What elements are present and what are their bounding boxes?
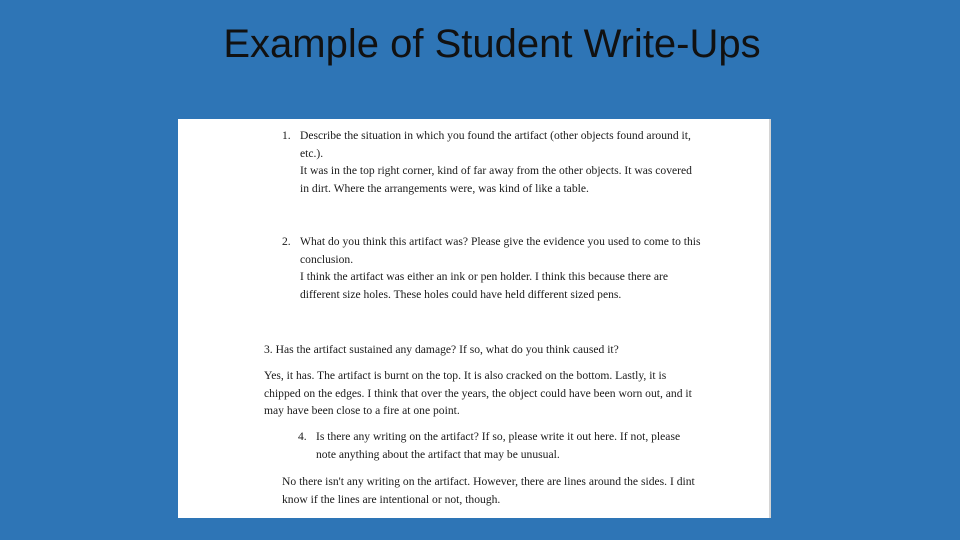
question-2-number: 2. <box>282 235 291 248</box>
answer-4-text: No there isn't any writing on the artifact. However, there are lines around the sides. I dint know if the lines are intentional or not, though. <box>282 475 695 506</box>
question-4-text: Is there any writing on the artifact? If so, please write it out here. If not, please note anything about the artifact that may be unusual. <box>316 430 681 461</box>
question-1-text: Describe the situation in which you found the artifact (other objects found around it, etc.). <box>300 129 691 160</box>
question-2-block <box>282 233 702 303</box>
question-1-number: 1. <box>282 129 291 142</box>
question-1-block <box>282 127 702 197</box>
question-2-text: What do you think this artifact was? Please give the evidence you used to come to this conclusion. <box>300 235 701 266</box>
question-3-text: 3. Has the artifact sustained any damage? If so, what do you think caused it? <box>264 343 619 356</box>
answer-2-text: I think the artifact was either an ink or pen holder. I think this because there are different size holes. These holes could have held different sized pens. <box>300 270 668 301</box>
question-4-block <box>298 428 698 463</box>
slide-title: Example of Student Write-Ups <box>223 22 761 66</box>
answer-3-text: Yes, it has. The artifact is burnt on the top. It is also cracked on the bottom. Lastly, it is chipped on the edges. I think that over the years, the object could have been worn out, and it may have been close to a fire at one point. <box>264 369 692 417</box>
student-writeup-document <box>178 119 771 518</box>
question-4-number: 4. <box>298 430 307 443</box>
answer-1-text: It was in the top right corner, kind of far away from the other objects. It was covered in dirt. Where the arrangements were, was kind of like a table. <box>300 164 692 195</box>
